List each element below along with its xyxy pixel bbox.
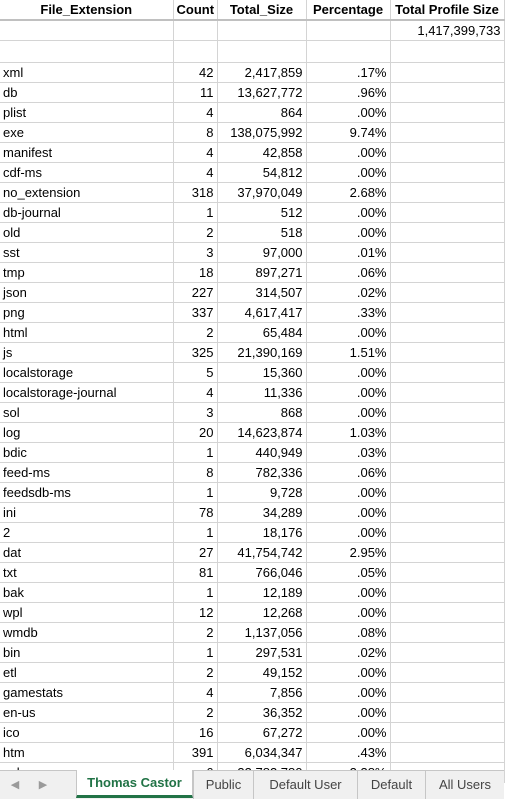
table-row xyxy=(0,343,504,363)
count-cell[interactable]: 2 xyxy=(173,703,217,723)
total-size-cell[interactable]: 314,507 xyxy=(217,283,306,303)
count-cell[interactable]: 3 xyxy=(173,243,217,263)
total-size-cell[interactable]: 4,617,417 xyxy=(217,303,306,323)
cell[interactable] xyxy=(390,123,504,143)
percentage-cell[interactable]: .43% xyxy=(306,743,390,763)
table-row xyxy=(0,283,504,303)
scroll-left-icon[interactable]: ◀ xyxy=(10,779,20,791)
header-total-size[interactable]: Total_Size xyxy=(217,0,306,20)
file-extension-cell[interactable]: localstorage xyxy=(0,363,173,383)
cell[interactable] xyxy=(0,41,173,63)
cell[interactable] xyxy=(390,243,504,263)
count-cell[interactable]: 12 xyxy=(173,603,217,623)
count-cell[interactable]: 4 xyxy=(173,103,217,123)
percentage-cell[interactable]: .00% xyxy=(306,203,390,223)
header-file-extension[interactable]: File_Extension xyxy=(0,0,173,20)
percentage-cell[interactable]: .06% xyxy=(306,463,390,483)
cell[interactable] xyxy=(390,383,504,403)
table-row xyxy=(0,163,504,183)
total-size-cell[interactable]: 13,627,772 xyxy=(217,83,306,103)
total-size-cell[interactable]: 868 xyxy=(217,403,306,423)
count-cell[interactable]: 325 xyxy=(173,343,217,363)
cell[interactable] xyxy=(390,643,504,663)
cell[interactable] xyxy=(390,203,504,223)
table-row xyxy=(0,703,504,723)
table-row xyxy=(0,223,504,243)
percentage-cell[interactable]: .00% xyxy=(306,383,390,403)
file-extension-cell[interactable]: html xyxy=(0,323,173,343)
table-row xyxy=(0,623,504,643)
cell[interactable] xyxy=(390,363,504,383)
tab-public[interactable]: Public xyxy=(193,771,253,799)
file-extension-cell[interactable]: js xyxy=(0,343,173,363)
count-cell[interactable]: 4 xyxy=(173,143,217,163)
table-row xyxy=(0,243,504,263)
count-cell[interactable]: 18 xyxy=(173,263,217,283)
cell[interactable] xyxy=(390,143,504,163)
cell[interactable] xyxy=(390,723,504,743)
file-extension-cell[interactable]: sst xyxy=(0,243,173,263)
file-extension-cell[interactable]: dat xyxy=(0,543,173,563)
count-cell[interactable]: 1 xyxy=(173,483,217,503)
count-cell[interactable]: 1 xyxy=(173,203,217,223)
count-cell[interactable]: 391 xyxy=(173,743,217,763)
percentage-cell[interactable]: 2.68% xyxy=(306,183,390,203)
total-size-cell[interactable]: 512 xyxy=(217,203,306,223)
percentage-cell[interactable]: 9.74% xyxy=(306,123,390,143)
count-cell[interactable]: 2 xyxy=(173,323,217,343)
file-extension-cell[interactable]: 2 xyxy=(0,523,173,543)
total-size-cell[interactable]: 41,754,742 xyxy=(217,543,306,563)
table-row xyxy=(0,603,504,623)
percentage-cell[interactable]: .96% xyxy=(306,83,390,103)
table-row xyxy=(0,303,504,323)
file-extension-cell[interactable]: htm xyxy=(0,743,173,763)
file-extension-cell[interactable]: gamestats xyxy=(0,683,173,703)
total-size-cell[interactable]: 18,176 xyxy=(217,523,306,543)
percentage-cell[interactable]: .03% xyxy=(306,443,390,463)
total-size-cell[interactable]: 518 xyxy=(217,223,306,243)
count-cell[interactable]: 78 xyxy=(173,503,217,523)
percentage-cell[interactable]: .00% xyxy=(306,143,390,163)
count-cell[interactable]: 318 xyxy=(173,183,217,203)
file-extension-cell[interactable]: bak xyxy=(0,583,173,603)
file-extension-cell[interactable]: etl xyxy=(0,663,173,683)
count-cell[interactable]: 81 xyxy=(173,563,217,583)
total-size-cell[interactable]: 6,034,347 xyxy=(217,743,306,763)
total-size-cell[interactable]: 54,812 xyxy=(217,163,306,183)
total-size-cell[interactable]: 34,289 xyxy=(217,503,306,523)
file-extension-cell[interactable]: exe xyxy=(0,123,173,143)
cell[interactable] xyxy=(390,463,504,483)
table-row xyxy=(0,643,504,663)
total-size-cell[interactable]: 36,352 xyxy=(217,703,306,723)
cell[interactable] xyxy=(390,283,504,303)
cell[interactable] xyxy=(390,483,504,503)
cell[interactable] xyxy=(390,563,504,583)
count-cell[interactable]: 8 xyxy=(173,463,217,483)
table-row xyxy=(0,183,504,203)
cell[interactable] xyxy=(390,41,504,63)
table-row xyxy=(0,63,504,83)
total-size-cell[interactable]: 42,858 xyxy=(217,143,306,163)
table-row xyxy=(0,83,504,103)
scroll-right-icon[interactable]: ▶ xyxy=(38,779,48,791)
cell[interactable] xyxy=(306,41,390,63)
cell[interactable] xyxy=(390,423,504,443)
table-row xyxy=(0,723,504,743)
total-size-cell[interactable]: 766,046 xyxy=(217,563,306,583)
percentage-cell[interactable]: .00% xyxy=(306,523,390,543)
file-extension-cell[interactable]: no_extension xyxy=(0,183,173,203)
total-profile-size-value[interactable]: 1,417,399,733 xyxy=(390,20,504,41)
total-size-cell[interactable]: 897,271 xyxy=(217,263,306,283)
total-size-cell[interactable]: 440,949 xyxy=(217,443,306,463)
percentage-cell[interactable]: .00% xyxy=(306,103,390,123)
cell[interactable] xyxy=(390,263,504,283)
percentage-cell[interactable]: .00% xyxy=(306,703,390,723)
count-cell[interactable]: 2 xyxy=(173,223,217,243)
cell[interactable] xyxy=(390,603,504,623)
cell[interactable] xyxy=(390,163,504,183)
table-row xyxy=(0,683,504,703)
percentage-cell[interactable]: 1.03% xyxy=(306,423,390,443)
cell[interactable] xyxy=(390,683,504,703)
total-size-cell[interactable]: 14,623,874 xyxy=(217,423,306,443)
count-cell[interactable]: 2 xyxy=(173,623,217,643)
percentage-cell[interactable]: .00% xyxy=(306,683,390,703)
total-size-cell[interactable]: 864 xyxy=(217,103,306,123)
blank-row xyxy=(0,41,504,63)
count-cell[interactable]: 4 xyxy=(173,383,217,403)
percentage-cell[interactable]: .00% xyxy=(306,503,390,523)
tab-default-user[interactable]: Default User xyxy=(253,771,357,799)
cell[interactable] xyxy=(306,20,390,41)
table-row xyxy=(0,483,504,503)
table-row xyxy=(0,323,504,343)
count-cell[interactable]: 16 xyxy=(173,723,217,743)
count-cell[interactable]: 2 xyxy=(173,663,217,683)
total-size-cell[interactable]: 1,137,056 xyxy=(217,623,306,643)
percentage-cell[interactable]: .01% xyxy=(306,243,390,263)
file-extension-cell[interactable]: old xyxy=(0,223,173,243)
count-cell[interactable]: 337 xyxy=(173,303,217,323)
header-row xyxy=(0,0,504,20)
total-size-cell[interactable]: 138,075,992 xyxy=(217,123,306,143)
total-size-cell[interactable]: 97,000 xyxy=(217,243,306,263)
cell[interactable] xyxy=(390,443,504,463)
cell[interactable] xyxy=(217,41,306,63)
percentage-cell[interactable]: .06% xyxy=(306,263,390,283)
table-row xyxy=(0,123,504,143)
cell[interactable] xyxy=(173,41,217,63)
table-row xyxy=(0,463,504,483)
tab-default[interactable]: Default xyxy=(357,771,425,799)
count-cell[interactable]: 27 xyxy=(173,543,217,563)
file-extension-cell[interactable]: xml xyxy=(0,63,173,83)
cell[interactable] xyxy=(390,403,504,423)
percentage-cell[interactable]: .02% xyxy=(306,283,390,303)
cell[interactable] xyxy=(390,103,504,123)
count-cell[interactable]: 42 xyxy=(173,63,217,83)
file-extension-cell[interactable]: ini xyxy=(0,503,173,523)
total-size-cell[interactable]: 49,152 xyxy=(217,663,306,683)
table-row xyxy=(0,203,504,223)
file-extension-cell[interactable]: feedsdb-ms xyxy=(0,483,173,503)
table-row xyxy=(0,663,504,683)
total-size-cell[interactable]: 2,417,859 xyxy=(217,63,306,83)
total-size-cell[interactable]: 37,970,049 xyxy=(217,183,306,203)
total-size-cell[interactable]: 67,272 xyxy=(217,723,306,743)
count-cell[interactable]: 4 xyxy=(173,163,217,183)
count-cell[interactable]: 3 xyxy=(173,403,217,423)
count-cell[interactable]: 1 xyxy=(173,443,217,463)
cell[interactable] xyxy=(390,583,504,603)
cell[interactable] xyxy=(390,323,504,343)
table-row xyxy=(0,103,504,123)
percentage-cell[interactable]: 1.51% xyxy=(306,343,390,363)
percentage-cell[interactable]: .00% xyxy=(306,603,390,623)
percentage-cell[interactable]: .17% xyxy=(306,63,390,83)
total-size-cell[interactable]: 15,360 xyxy=(217,363,306,383)
table-row xyxy=(0,563,504,583)
count-cell[interactable]: 4 xyxy=(173,683,217,703)
table-row xyxy=(0,403,504,423)
cell[interactable] xyxy=(217,20,306,41)
percentage-cell[interactable]: 2.95% xyxy=(306,543,390,563)
table-row xyxy=(0,543,504,563)
cell[interactable] xyxy=(390,343,504,363)
percentage-cell[interactable]: .02% xyxy=(306,643,390,663)
table-row xyxy=(0,383,504,403)
file-extension-cell[interactable]: ico xyxy=(0,723,173,743)
count-cell[interactable]: 11 xyxy=(173,83,217,103)
file-extension-cell[interactable]: log xyxy=(0,423,173,443)
table-row xyxy=(0,443,504,463)
file-extension-cell[interactable]: png xyxy=(0,303,173,323)
cell[interactable] xyxy=(390,223,504,243)
percentage-cell[interactable]: .00% xyxy=(306,723,390,743)
total-size-cell[interactable]: 65,484 xyxy=(217,323,306,343)
file-extension-cell[interactable]: tmp xyxy=(0,263,173,283)
percentage-cell[interactable]: .00% xyxy=(306,663,390,683)
table-row xyxy=(0,503,504,523)
total-size-cell[interactable]: 782,336 xyxy=(217,463,306,483)
total-size-cell[interactable]: 9,728 xyxy=(217,483,306,503)
percentage-cell[interactable]: .33% xyxy=(306,303,390,323)
count-cell[interactable]: 1 xyxy=(173,583,217,603)
file-extension-cell[interactable]: feed-ms xyxy=(0,463,173,483)
cell[interactable] xyxy=(390,63,504,83)
cell[interactable] xyxy=(390,663,504,683)
percentage-cell[interactable]: .08% xyxy=(306,623,390,643)
total-size-cell[interactable]: 21,390,169 xyxy=(217,343,306,363)
percentage-cell[interactable]: .00% xyxy=(306,163,390,183)
table-row xyxy=(0,583,504,603)
tab-thomas-castor[interactable]: Thomas Castor xyxy=(76,770,193,798)
total-size-cell[interactable]: 7,856 xyxy=(217,683,306,703)
count-cell[interactable]: 8 xyxy=(173,123,217,143)
count-cell[interactable]: 5 xyxy=(173,363,217,383)
percentage-cell[interactable]: .00% xyxy=(306,403,390,423)
file-extension-cell[interactable]: sol xyxy=(0,403,173,423)
total-size-cell[interactable]: 297,531 xyxy=(217,643,306,663)
table-row xyxy=(0,423,504,443)
file-extension-cell[interactable]: db xyxy=(0,83,173,103)
tab-all-users[interactable]: All Users xyxy=(425,771,504,799)
file-extension-cell[interactable]: bdic xyxy=(0,443,173,463)
file-extension-cell[interactable]: cdf-ms xyxy=(0,163,173,183)
percentage-cell[interactable]: .05% xyxy=(306,563,390,583)
file-extension-cell[interactable]: bin xyxy=(0,643,173,663)
file-extension-cell[interactable]: wmdb xyxy=(0,623,173,643)
count-cell[interactable]: 20 xyxy=(173,423,217,443)
file-extension-cell[interactable]: localstorage-journal xyxy=(0,383,173,403)
count-cell[interactable]: 227 xyxy=(173,283,217,303)
table-row xyxy=(0,363,504,383)
table-row xyxy=(0,743,504,763)
count-cell[interactable]: 1 xyxy=(173,523,217,543)
sheet-tab-bar xyxy=(0,770,504,799)
file-extension-cell[interactable]: wpl xyxy=(0,603,173,623)
cell[interactable] xyxy=(390,703,504,723)
cell[interactable] xyxy=(390,83,504,103)
total-row xyxy=(0,20,504,41)
cell[interactable] xyxy=(390,743,504,763)
percentage-cell[interactable]: .00% xyxy=(306,483,390,503)
table-row xyxy=(0,143,504,163)
header-total-profile-size[interactable]: Total Profile Size xyxy=(390,0,504,20)
file-extension-cell[interactable]: json xyxy=(0,283,173,303)
cell[interactable] xyxy=(390,183,504,203)
header-percentage[interactable]: Percentage xyxy=(306,0,390,20)
header-count[interactable]: Count xyxy=(173,0,217,20)
total-size-cell[interactable]: 12,268 xyxy=(217,603,306,623)
file-extension-cell[interactable]: en-us xyxy=(0,703,173,723)
cell[interactable] xyxy=(390,523,504,543)
cell[interactable] xyxy=(173,20,217,41)
file-extension-cell[interactable]: plist xyxy=(0,103,173,123)
total-size-cell[interactable]: 12,189 xyxy=(217,583,306,603)
percentage-cell[interactable]: .00% xyxy=(306,323,390,343)
count-cell[interactable]: 1 xyxy=(173,643,217,663)
cell[interactable] xyxy=(390,303,504,323)
percentage-cell[interactable]: .00% xyxy=(306,583,390,603)
cell[interactable] xyxy=(0,20,173,41)
total-size-cell[interactable]: 11,336 xyxy=(217,383,306,403)
percentage-cell[interactable]: .00% xyxy=(306,363,390,383)
percentage-cell[interactable]: .00% xyxy=(306,223,390,243)
cell[interactable] xyxy=(390,503,504,523)
file-extension-cell[interactable]: db-journal xyxy=(0,203,173,223)
table-row xyxy=(0,263,504,283)
file-extension-cell[interactable]: manifest xyxy=(0,143,173,163)
table-row xyxy=(0,523,504,543)
cell[interactable] xyxy=(390,543,504,563)
file-extension-cell[interactable]: txt xyxy=(0,563,173,583)
cell[interactable] xyxy=(390,623,504,643)
